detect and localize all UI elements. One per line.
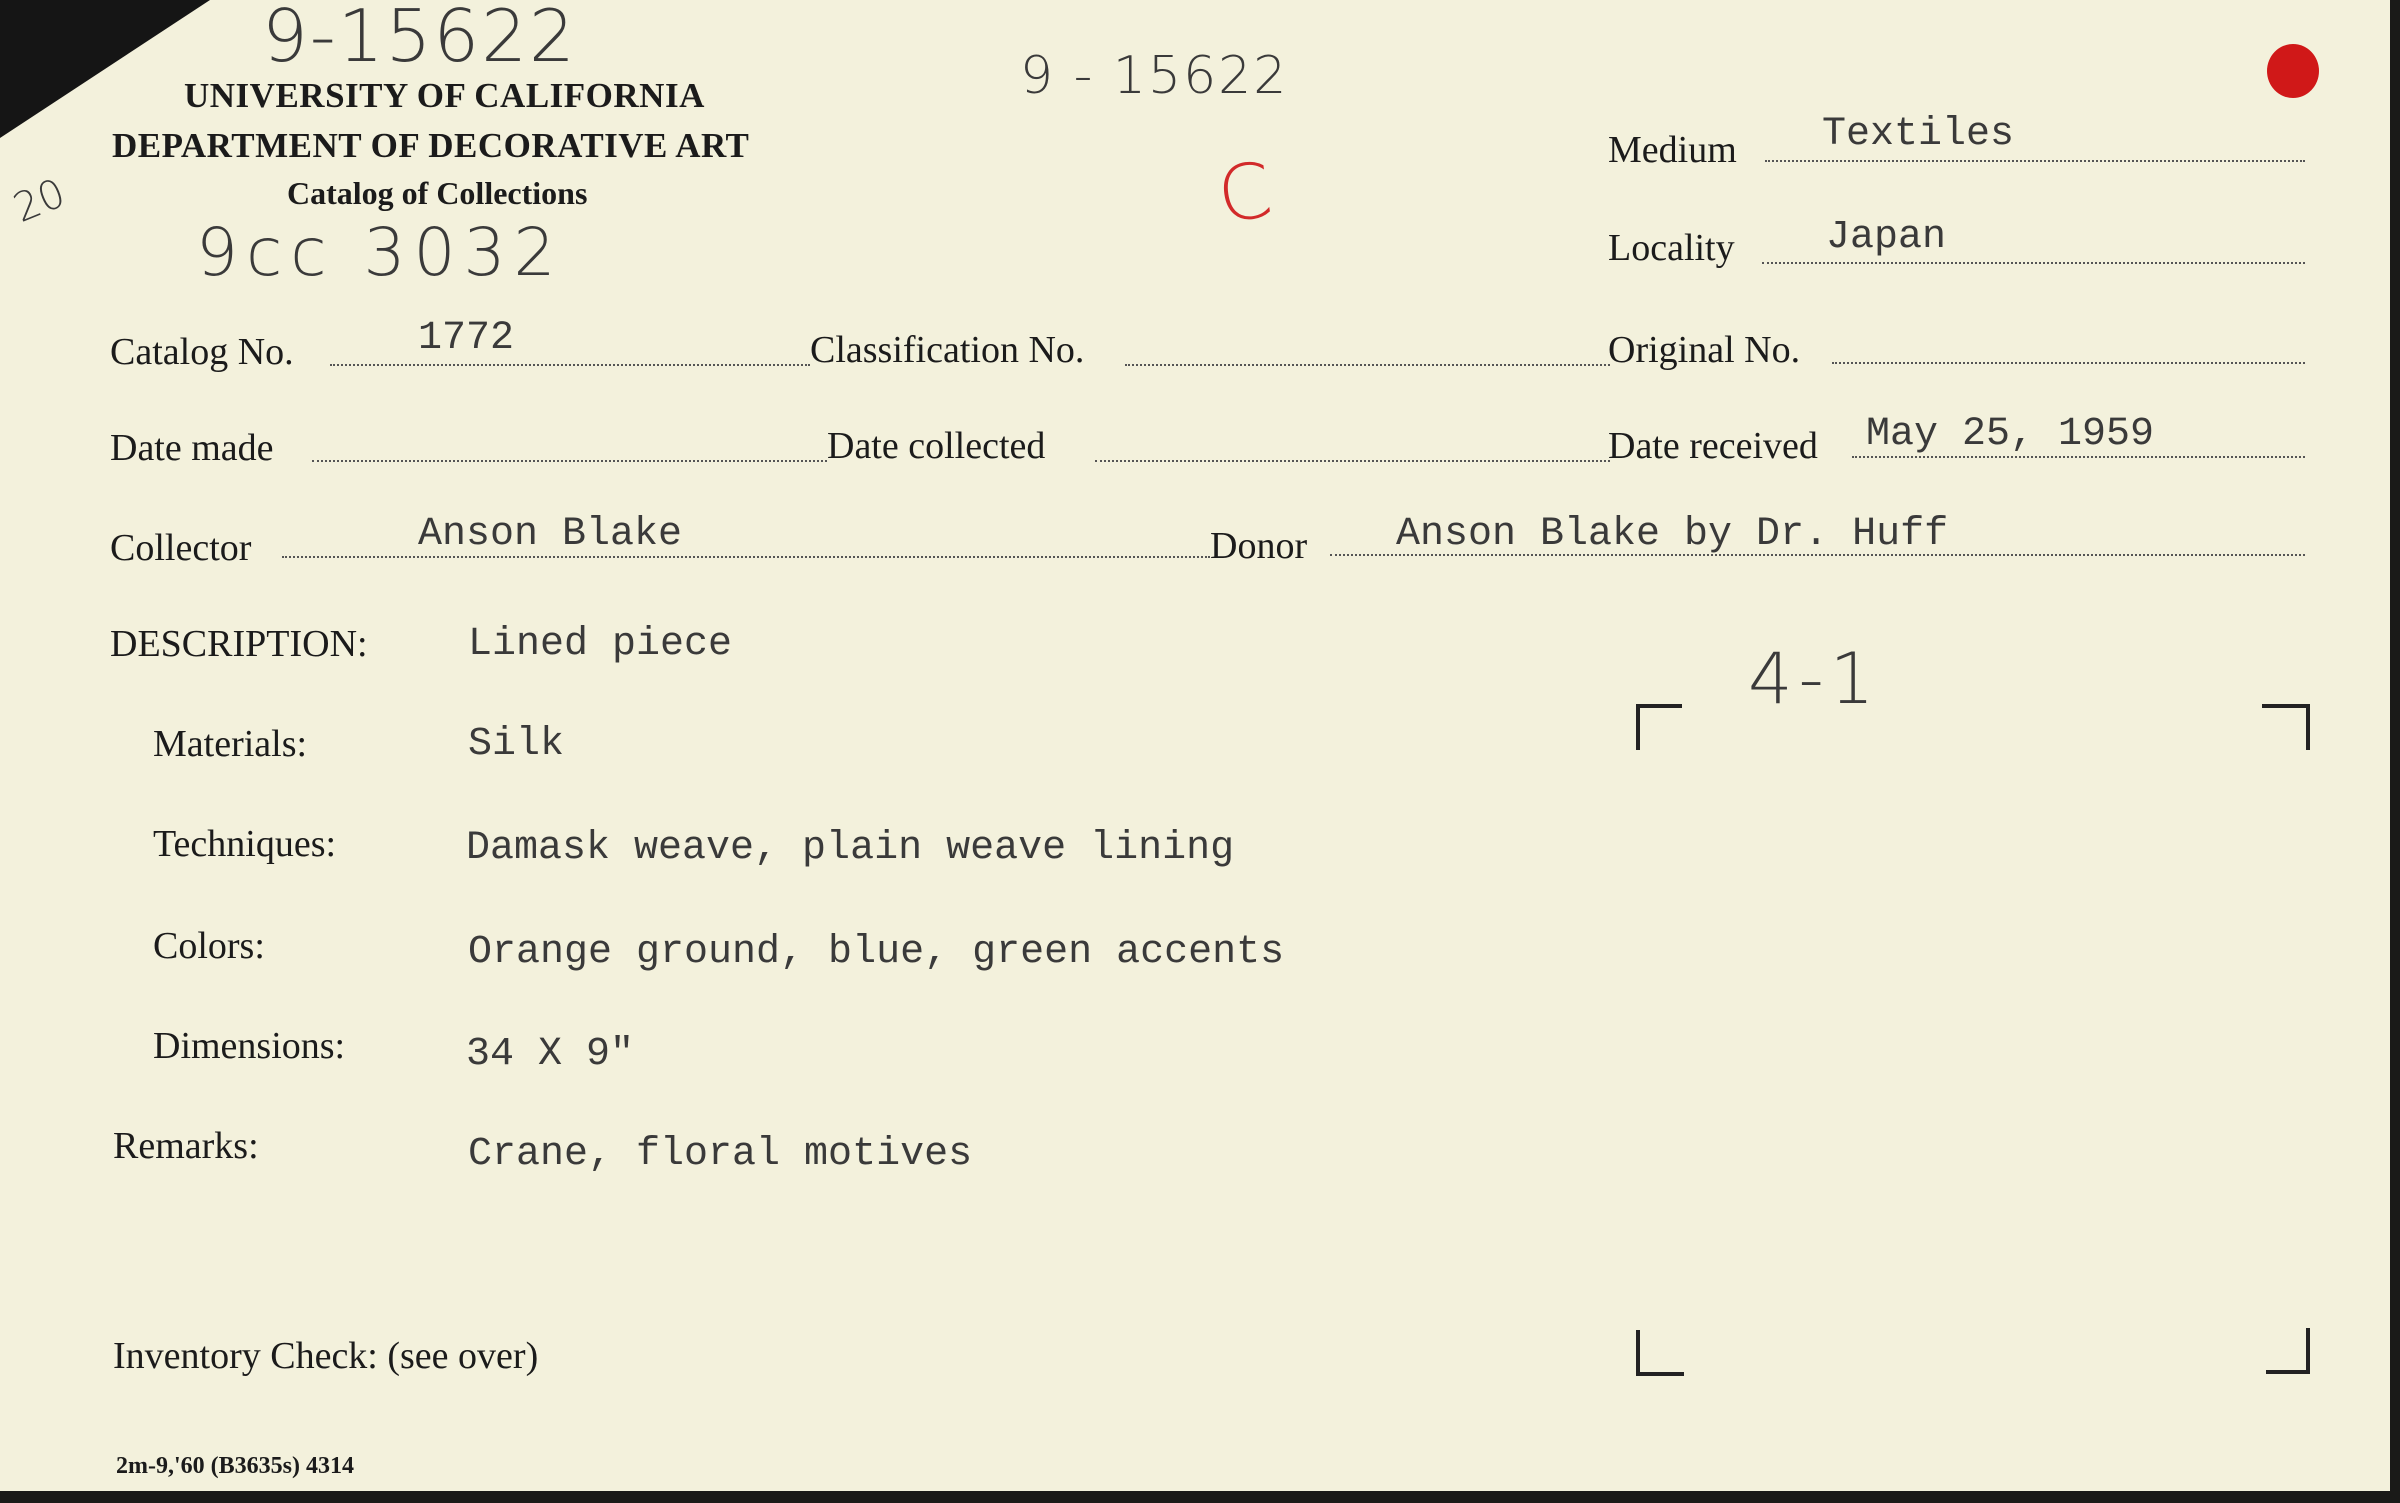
- locality-label: Locality: [1608, 227, 1735, 269]
- date-made-label: Date made: [110, 427, 274, 469]
- date-received-label: Date received: [1608, 425, 1818, 467]
- techniques-label: Techniques:: [153, 823, 337, 865]
- bracket-top-left: [1636, 704, 1682, 750]
- grid-mark: 4-1: [1748, 638, 1881, 720]
- date-received-value: May 25, 1959: [1866, 412, 2155, 457]
- catalog-subtitle: Catalog of Collections: [287, 175, 588, 211]
- colors-label: Colors:: [153, 925, 265, 967]
- classification-no-label: Classification No.: [810, 329, 1085, 371]
- cut-corner: [0, 0, 210, 138]
- medium-label: Medium: [1608, 129, 1737, 171]
- collector-value: Anson Blake: [418, 512, 683, 557]
- card-edge-right: [2390, 0, 2400, 1503]
- handwritten-number: 9-15622: [262, 0, 577, 78]
- description-value: Lined piece: [468, 622, 733, 667]
- techniques-value: Damask weave, plain weave lining: [466, 826, 1235, 871]
- materials-value: Silk: [468, 722, 565, 767]
- original-no-line: [1832, 362, 2305, 364]
- materials-label: Materials:: [153, 723, 308, 765]
- donor-value: Anson Blake by Dr. Huff: [1396, 512, 1949, 557]
- university-name: UNIVERSITY OF CALIFORNIA: [184, 76, 705, 115]
- locality-line: [1762, 262, 2305, 264]
- locality-value: Japan: [1826, 215, 1947, 260]
- classification-no-line: [1125, 364, 1610, 366]
- donor-label: Donor: [1210, 525, 1308, 567]
- margin-mark: 20: [7, 170, 72, 232]
- inventory-check: Inventory Check: (see over): [113, 1335, 539, 1377]
- medium-line: [1765, 160, 2305, 162]
- dimensions-value: 34 X 9": [466, 1032, 635, 1077]
- catalog-no-line: [330, 364, 810, 366]
- bracket-bottom-left: [1636, 1330, 1684, 1376]
- handwritten-catalog-number: 9cc 3032: [196, 214, 564, 291]
- bracket-bottom-right: [2266, 1328, 2310, 1374]
- catalog-no-label: Catalog No.: [110, 331, 294, 373]
- date-made-line: [312, 460, 827, 462]
- red-dot-sticker: [2267, 44, 2319, 98]
- card-edge-bottom: [0, 1491, 2400, 1503]
- print-code: 2m-9,'60 (B3635s) 4314: [116, 1453, 354, 1479]
- date-collected-line: [1095, 460, 1610, 462]
- medium-value: Textiles: [1822, 112, 2015, 157]
- date-collected-label: Date collected: [827, 425, 1046, 467]
- bracket-top-right: [2262, 704, 2310, 750]
- remarks-label: Remarks:: [113, 1125, 259, 1167]
- remarks-value: Crane, floral motives: [468, 1132, 973, 1177]
- catalog-no-value: 1772: [418, 316, 515, 361]
- original-no-label: Original No.: [1608, 329, 1801, 371]
- colors-value: Orange ground, blue, green accents: [468, 930, 1285, 975]
- center-number: 9 - 15622: [1020, 46, 1289, 106]
- description-label: DESCRIPTION:: [110, 623, 368, 665]
- department-name: DEPARTMENT OF DECORATIVE ART: [112, 126, 750, 165]
- red-letter-mark: C: [1212, 144, 1278, 241]
- dimensions-label: Dimensions:: [153, 1025, 346, 1067]
- collector-label: Collector: [110, 527, 252, 569]
